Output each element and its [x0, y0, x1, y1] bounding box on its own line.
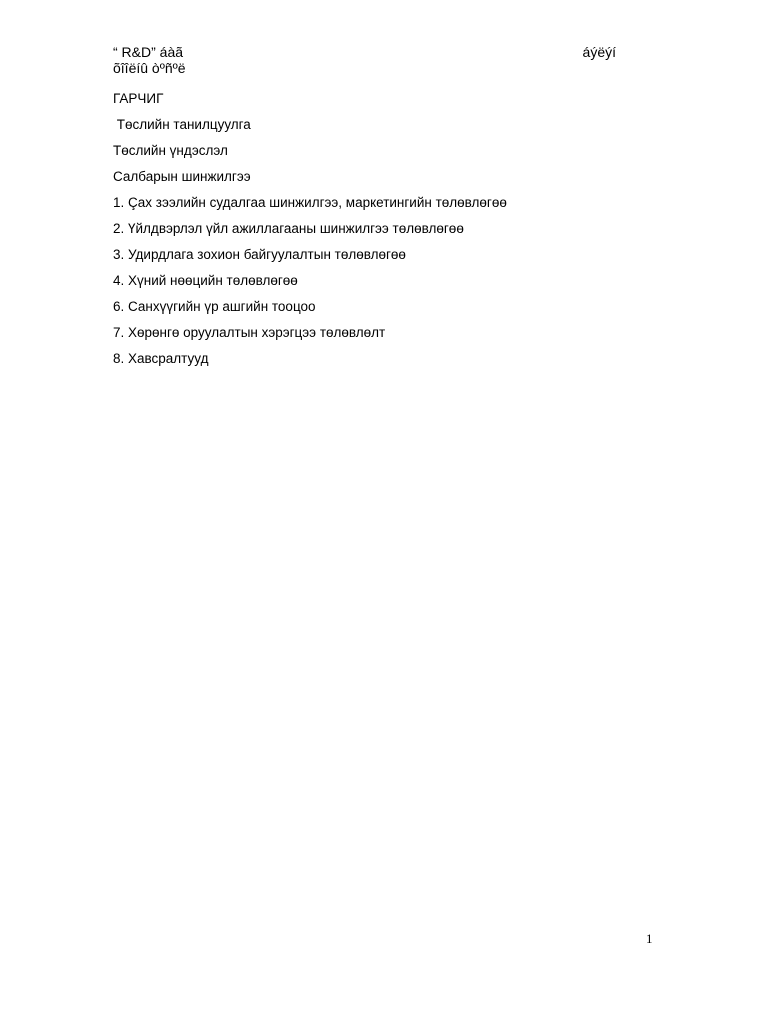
toc-item: 3. Удирдлага зохион байгуулалтын төлөвлөгөө	[113, 247, 406, 262]
toc-item: Төслийн танилцуулга	[113, 117, 251, 132]
header-right-text: áýëýí	[582, 44, 616, 60]
toc-item: Төслийн үндэслэл	[113, 143, 228, 158]
toc-item: 1. Çах зээлийн судалгаа шинжилгээ, маркетингийн төлөвлөгөө	[113, 195, 507, 210]
toc-item: 7. Хөрөнгө оруулалтын хэрэгцээ төлөвлөлт	[113, 325, 386, 340]
header-row	[113, 44, 616, 60]
header-subtitle-text: õîîëíû òºñºë	[113, 60, 186, 76]
page-header	[113, 44, 616, 76]
toc-item: 6. Санхүүгийн үр ашгийн тооцоо	[113, 299, 316, 314]
table-of-contents	[113, 90, 507, 376]
page-number: 1	[646, 931, 653, 946]
toc-item: 8. Хавсралтууд	[113, 351, 209, 366]
header-left-text: “ R&D” áàã	[113, 44, 184, 60]
toc-item: 2. Үйлдвэрлэл үйл ажиллагааны шинжилгээ төлөвлөгөө	[113, 221, 464, 236]
toc-item: Салбарын шинжилгээ	[113, 169, 251, 184]
toc-title: ГАРЧИГ	[113, 91, 164, 106]
toc-item: 4. Хүний нөөцийн төлөвлөгөө	[113, 273, 298, 288]
